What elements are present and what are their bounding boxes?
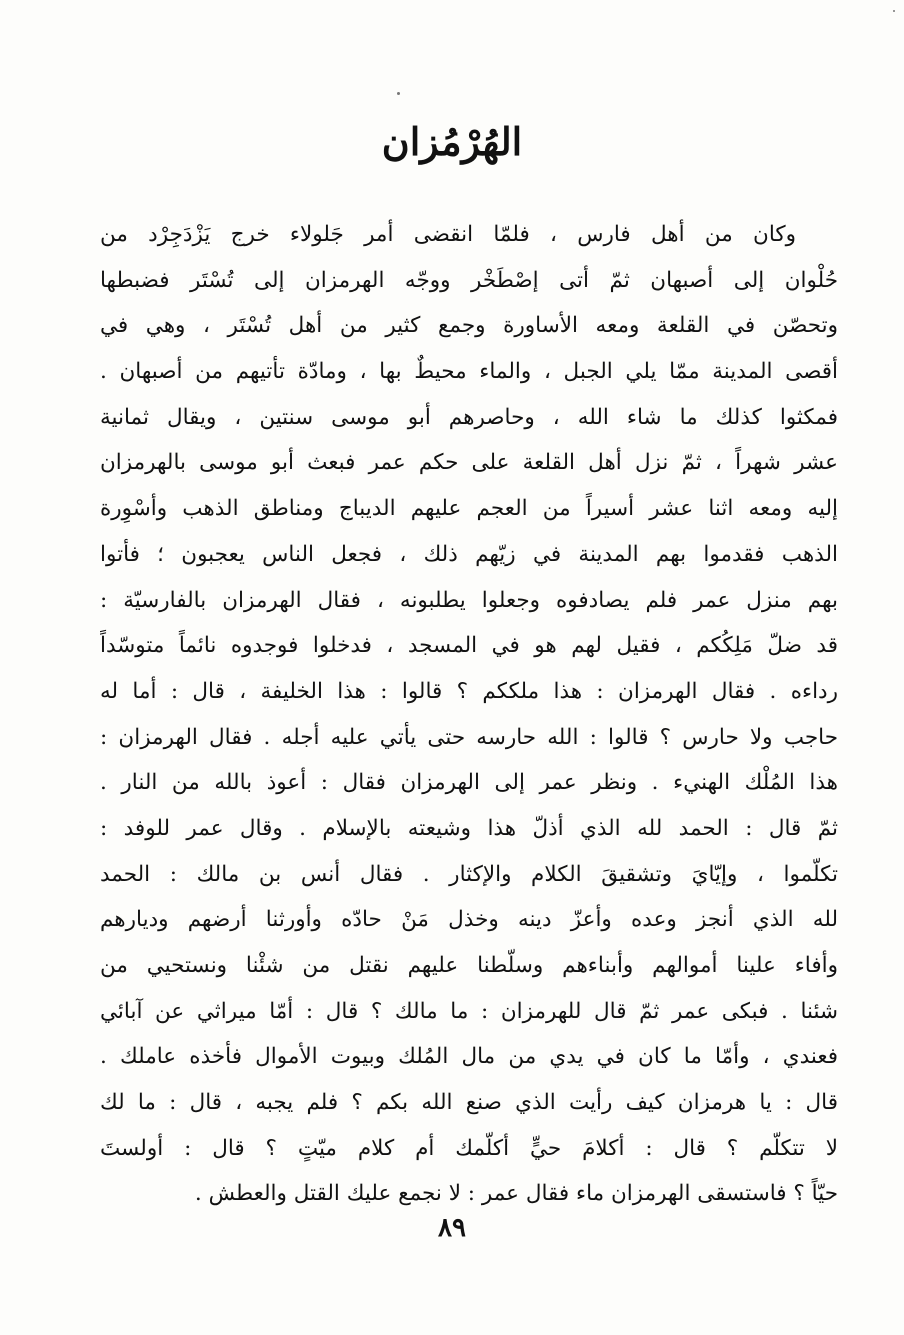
text-line: وتحصّن في القلعة ومعه الأساورة وجمع كثير من أهل تُسْتَر ، وهي في bbox=[100, 313, 838, 339]
chapter-title: الهُرْمُزان bbox=[381, 119, 523, 164]
text-line: فمكثوا كذلك ما شاء الله ، وحاصرهم أبو موسى سنتين ، ويقال ثمانية bbox=[100, 404, 838, 430]
text-line: لا تتكلّم ؟ قال : أكلامَ حيٍّ أكلّمك أم كلام ميّتٍ ؟ قال : أولستَ bbox=[100, 1135, 838, 1161]
text-line: حيّاً ؟ فاستسقى الهرمزان ماء فقال عمر : لا نجمع عليك القتل والعطش . bbox=[194, 1181, 838, 1207]
text-line: الذهب فقدموا بهم المدينة في زيّهم ذلك ، فجعل الناس يعجبون ؛ فأتوا bbox=[100, 541, 838, 567]
text-line: إليه ومعه اثنا عشر أسيراً من العجم عليهم الديباج ومناطق الذهب وأسْوِرة bbox=[100, 496, 838, 522]
body-text bbox=[100, 212, 838, 1217]
text-line: شئنا . فبكى عمر ثمّ قال للهرمزان : ما مالك ؟ قال : أمّا ميراثي عن آبائي bbox=[100, 998, 838, 1024]
print-speck bbox=[397, 92, 400, 95]
text-line: ثمّ قال : الحمد لله الذي أذلّ هذا وشيعته بالإسلام . وقال عمر للوفد : bbox=[100, 815, 838, 841]
page-number: ٨٩ bbox=[438, 1213, 466, 1243]
text-line: عشر شهراً ، ثمّ نزل أهل القلعة على حكم عمر فبعث أبو موسى بالهرمزان bbox=[100, 450, 838, 476]
text-line: بهم منزل عمر فلم يصادفوه وجعلوا يطلبونه ، فقال الهرمزان بالفارسيّة : bbox=[100, 587, 838, 613]
text-line: رداءه . فقال الهرمزان : هذا ملككم ؟ قالوا : هذا الخليفة ، قال : أما له bbox=[100, 678, 838, 704]
text-line: هذا المُلْك الهنيء . ونظر عمر إلى الهرمزان فقال : أعوذ بالله من النار . bbox=[100, 770, 838, 796]
text-line: لله الذي أنجز وعده وأعزّ دينه وخذل مَنْ حادّه وأورثنا أرضهم وديارهم bbox=[100, 907, 838, 933]
text-line: أقصى المدينة ممّا يلي الجبل ، والماء محيطٌ بها ، ومادّة تأتيهم من أصبهان . bbox=[100, 359, 838, 385]
text-line: تكلّموا ، وإيّايَ وتشقيقَ الكلام والإكثار . فقال أنس بن مالك : الحمد bbox=[100, 861, 838, 887]
text-line: قد ضلّ مَلِكُكم ، فقيل لهم هو في المسجد ، فدخلوا فوجدوه نائماً متوسّداً bbox=[100, 633, 838, 659]
text-line: وكان من أهل فارس ، فلمّا انقضى أمر جَلولاء خرج يَزْدَجِرْد من bbox=[100, 222, 796, 247]
text-line: حاجب ولا حارس ؟ قالوا : الله حارسه حتى يأتي عليه أجله . فقال الهرمزان : bbox=[100, 724, 838, 750]
text-line: فعندي ، وأمّا ما كان في يدي من مال المُلك وبيوت الأموال فأخذه عاملك . bbox=[100, 1044, 838, 1070]
print-speck bbox=[893, 10, 895, 12]
text-line: قال : يا هرمزان كيف رأيت الذي صنع الله بكم ؟ فلم يجبه ، قال : ما لك bbox=[100, 1090, 838, 1116]
text-line: حُلْوان إلى أصبهان ثمّ أتى إصْطَخْر ووجّه الهرمزان إلى تُسْتَر فضبطها bbox=[100, 267, 838, 293]
text-line: وأفاء علينا أموالهم وأبناءهم وسلّطنا عليهم نقتل من شئْنا ونستحيي من bbox=[100, 953, 838, 978]
